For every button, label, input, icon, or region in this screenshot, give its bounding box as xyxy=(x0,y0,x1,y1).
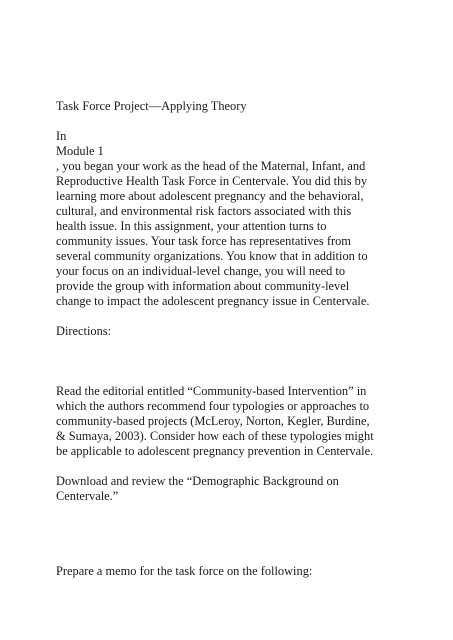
document-title: Task Force Project—Applying Theory xyxy=(56,99,247,113)
text-line: Module 1 xyxy=(56,144,104,158)
text-line: Download and review the “Demographic Background on xyxy=(56,474,339,488)
text-line: community-based projects (McLeroy, Norton, Kegler, Burdine, xyxy=(56,414,370,428)
text-line: In xyxy=(56,129,67,143)
text-line: Read the editorial entitled “Community-based Intervention” in xyxy=(56,384,367,398)
text-line: provide the group with information about community-level xyxy=(56,279,350,293)
text-line: learning more about adolescent pregnancy and the behavioral, xyxy=(56,189,364,203)
text-line: change to impact the adolescent pregnancy issue in Centervale. xyxy=(56,294,370,308)
text-line: which the authors recommend four typologies or approaches to xyxy=(56,399,370,413)
text-line: , you began your work as the head of the Maternal, Infant, and xyxy=(56,159,366,173)
text-line: community issues. Your task force has representatives from xyxy=(56,234,351,248)
text-line: cultural, and environmental risk factors associated with this xyxy=(56,204,352,218)
text-line: Prepare a memo for the task force on the following: xyxy=(56,564,313,578)
text-line: Centervale.” xyxy=(56,489,119,503)
text-line: your focus on an individual-level change, you will need to xyxy=(56,264,346,278)
directions-heading: Directions: xyxy=(56,324,112,338)
text-line: be applicable to adolescent pregnancy prevention in Centervale. xyxy=(56,444,374,458)
text-line: health issue. In this assignment, your attention turns to xyxy=(56,219,327,233)
text-line: & Sumaya, 2003). Consider how each of these typologies might xyxy=(56,429,374,443)
text-line: several community organizations. You know that in addition to xyxy=(56,249,368,263)
text-line: Reproductive Health Task Force in Centervale. You did this by xyxy=(56,174,368,188)
